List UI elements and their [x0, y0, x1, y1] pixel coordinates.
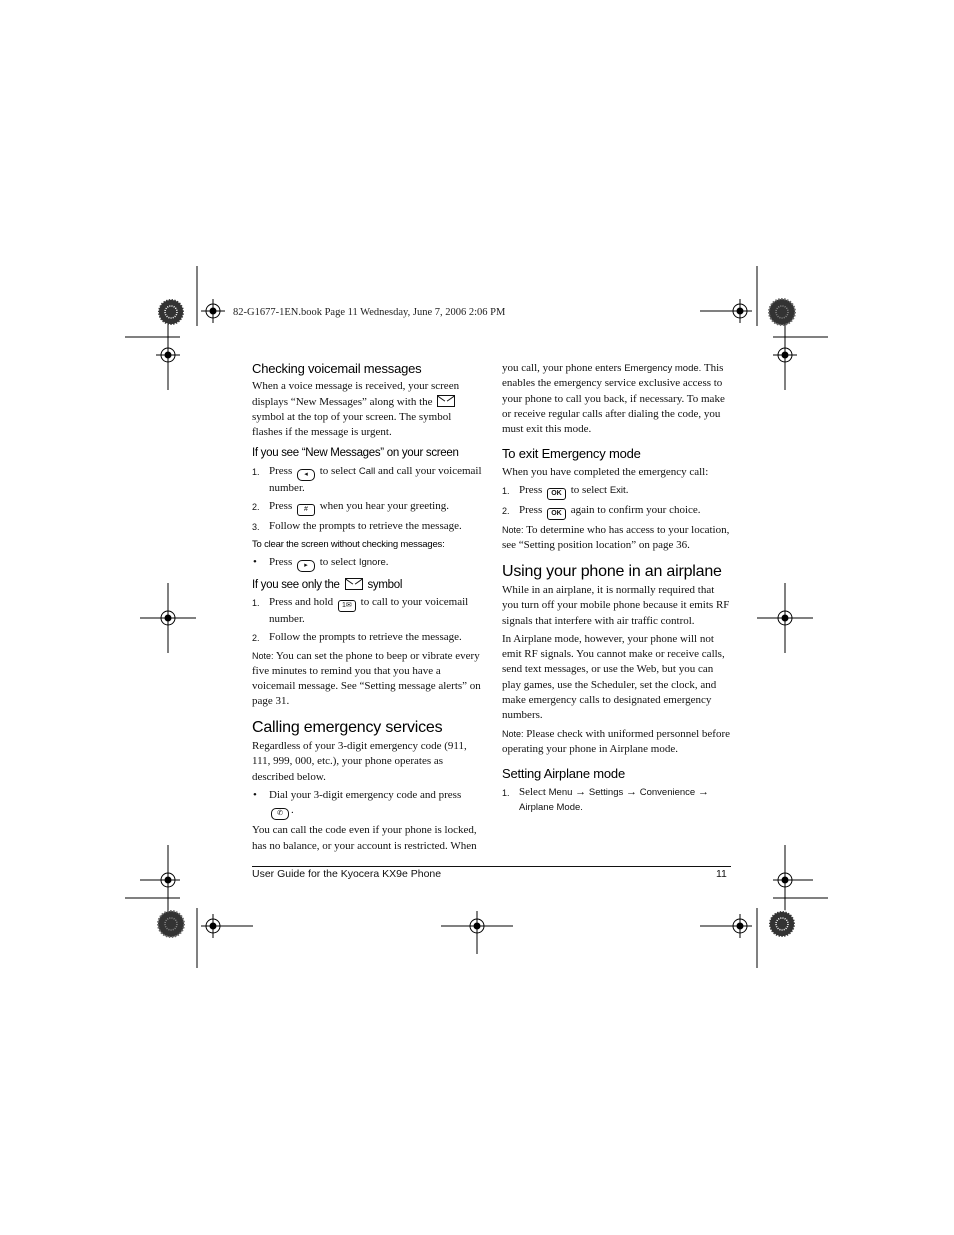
paragraph: Regardless of your 3-digit emergency code (911, 111, 999, 000, etc.), your phone operates as described below.	[252, 740, 467, 783]
ok-key-icon: OK	[547, 488, 566, 500]
left-softkey-icon: ◂	[297, 469, 315, 481]
paragraph: You can call the code even if your phone is locked, has no balance, or your account is restricted. When	[252, 824, 477, 852]
list-item: 1. Select Menu → Settings → Convenience → Airplane Mode.	[502, 785, 709, 813]
steps-list	[502, 785, 732, 816]
section-title-airplane: Using your phone in an airplane	[502, 562, 722, 580]
list-item: 1. Press ◂ to select Call and call your voicemail number.	[252, 464, 482, 494]
paragraph: While in an airplane, it is normally required that you turn off your mobile phone because it emits RF signals that interfere with air traffic control.	[502, 583, 730, 627]
section-title-emergency: Calling emergency services	[252, 718, 443, 736]
paragraph: When you have completed the emergency call:	[502, 465, 709, 478]
note: Note: Please check with uniformed personnel before operating your phone in Airplane mode.	[502, 727, 730, 755]
list-item: • Press ▸ to select Ignore.	[252, 555, 482, 572]
subheading-clear-screen: To clear the screen without checking messages:	[252, 539, 445, 551]
footer-title: User Guide for the Kyocera KX9e Phone	[252, 868, 442, 880]
pound-key-icon: #	[297, 504, 315, 516]
list-item: 2. Follow the prompts to retrieve the message.	[252, 631, 462, 644]
note: Note: You can set the phone to beep or vibrate every five minutes to remind you that you have a voicemail message. See “Setting message alerts” on page 31.	[252, 649, 481, 708]
print-header: 82-G1677-1EN.book Page 11 Wednesday, June 7, 2006 2:06 PM	[233, 307, 506, 318]
paragraph: you call, your phone enters Emergency mode. This enables the emergency service exclusive access to your phone to call you back, if necessary. To make or receive regular calls after dialing the code, you must exit this mode.	[502, 362, 725, 436]
right-softkey-icon: ▸	[297, 560, 315, 572]
list-item: 3. Follow the prompts to retrieve the message.	[252, 520, 462, 533]
list-item: 2. Press # when you hear your greeting.	[252, 499, 482, 516]
send-key-icon: ✆	[271, 808, 289, 820]
note: Note: To determine who has access to your location, see “Setting position location” on page 36.	[502, 524, 730, 552]
subheading-new-messages: If you see “New Messages” on your screen	[252, 447, 459, 460]
envelope-icon	[345, 578, 363, 590]
list-item: 2. Press OK again to confirm your choice.	[502, 503, 732, 520]
list-item: 1. Press and hold 1✉ to call to your voicemail number.	[252, 595, 469, 625]
subheading-symbol-only: If you see only the symbol	[252, 578, 403, 591]
steps-list	[252, 464, 482, 535]
footer-rule	[252, 866, 731, 867]
bullet-list	[252, 788, 482, 820]
ok-key-icon: OK	[547, 508, 566, 520]
steps-list	[252, 595, 482, 646]
right-column	[502, 361, 732, 818]
envelope-icon	[437, 395, 455, 407]
list-item: • Dial your 3-digit emergency code and press ✆ .	[252, 788, 482, 820]
paragraph: In Airplane mode, however, your phone will not emit RF signals. You cannot make or receive calls, send text messages, or use the Web, but you can play games, use the Scheduler, set the clock, and make emergency calls to designated emergency numbers.	[502, 632, 725, 722]
paragraph: When a voice message is received, your screen displays “New Messages” along with the symbol at the top of your screen. The symbol flashes if the message is urgent.	[252, 380, 460, 439]
section-title-exit-emergency: To exit Emergency mode	[502, 446, 641, 462]
bullet-list	[252, 555, 482, 572]
list-item: 1. Press OK to select Exit.	[502, 483, 732, 500]
section-title-voicemail: Checking voicemail messages	[252, 361, 422, 376]
left-column	[252, 361, 482, 857]
subheading-setting-airplane: Setting Airplane mode	[502, 766, 625, 782]
voicemail-key-icon: 1✉	[338, 600, 356, 612]
steps-list	[502, 483, 732, 520]
page-number: 11	[716, 868, 727, 880]
